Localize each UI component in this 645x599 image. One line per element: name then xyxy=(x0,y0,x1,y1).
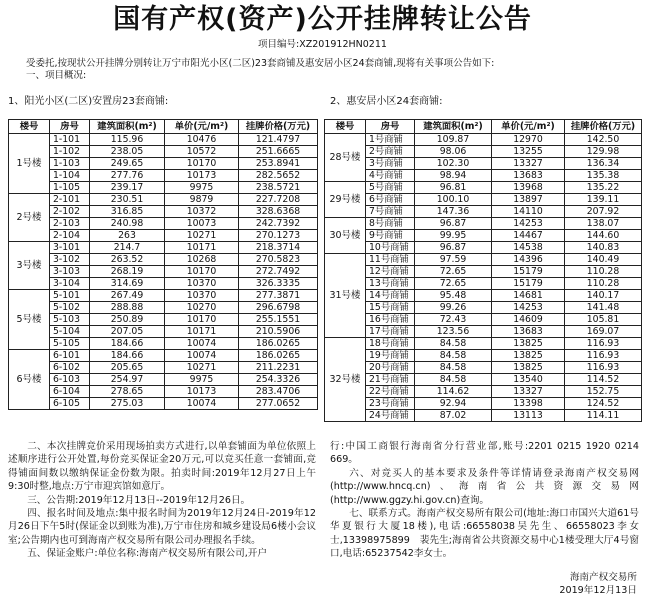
area-cell: 95.48 xyxy=(415,290,492,302)
unit-price-cell: 10074 xyxy=(165,398,239,410)
area-cell: 72.65 xyxy=(415,278,492,290)
area-cell: 230.51 xyxy=(90,194,165,206)
unit-price-cell: 10173 xyxy=(165,170,239,182)
table-row xyxy=(9,194,318,206)
area-cell: 109.87 xyxy=(415,134,492,146)
list-price-cell: 139.11 xyxy=(565,194,642,206)
area-cell: 84.58 xyxy=(415,350,492,362)
table-row xyxy=(9,386,318,398)
area-cell: 96.87 xyxy=(415,242,492,254)
unit-price-cell: 10572 xyxy=(165,146,239,158)
table-row xyxy=(325,146,642,158)
unit-price-cell: 13968 xyxy=(492,182,565,194)
list-price-cell: 277.3871 xyxy=(239,290,318,302)
unit-price-cell: 10271 xyxy=(165,230,239,242)
unit-price-cell: 12970 xyxy=(492,134,565,146)
unit-price-cell: 10271 xyxy=(165,362,239,374)
column-header: 房号 xyxy=(50,120,90,134)
list-price-cell: 144.60 xyxy=(565,230,642,242)
room-cell: 1-101 xyxy=(50,134,90,146)
table-row xyxy=(325,206,642,218)
table-row xyxy=(9,338,318,350)
column-header: 建筑面积(m²) xyxy=(415,120,492,134)
list-price-cell: 110.28 xyxy=(565,278,642,290)
area-cell: 263.52 xyxy=(90,254,165,266)
unit-price-cell: 13255 xyxy=(492,146,565,158)
table-row xyxy=(325,242,642,254)
intro-text: 受委托,按现状公开挂牌分别转让万宁市阳光小区(二区)23套商铺及惠安居小区24套商铺,现将有关事项公告如下: xyxy=(26,58,495,69)
area-cell: 123.56 xyxy=(415,326,492,338)
table-row xyxy=(325,290,642,302)
room-cell: 23号商铺 xyxy=(366,398,415,410)
area-cell: 84.58 xyxy=(415,362,492,374)
unit-price-cell: 10170 xyxy=(165,314,239,326)
section-5: 五、保证金账户:单位名称:海南产权交易所有限公司,开户 xyxy=(27,548,267,560)
area-cell: 250.89 xyxy=(90,314,165,326)
room-cell: 1-105 xyxy=(50,182,90,194)
room-cell: 5-102 xyxy=(50,302,90,314)
list-price-cell: 242.7392 xyxy=(239,218,318,230)
table-header-row xyxy=(325,120,642,134)
unit-price-cell: 15179 xyxy=(492,266,565,278)
list-price-cell: 218.3714 xyxy=(239,242,318,254)
area-cell: 207.05 xyxy=(90,326,165,338)
unit-price-cell: 9975 xyxy=(165,182,239,194)
table-row xyxy=(9,302,318,314)
room-cell: 7号商铺 xyxy=(366,206,415,218)
unit-price-cell: 10171 xyxy=(165,326,239,338)
area-cell: 84.58 xyxy=(415,338,492,350)
list-price-cell: 116.93 xyxy=(565,338,642,350)
area-cell: 96.81 xyxy=(415,182,492,194)
room-cell: 6-103 xyxy=(50,374,90,386)
list-price-cell: 282.5652 xyxy=(239,170,318,182)
area-cell: 316.85 xyxy=(90,206,165,218)
table-row xyxy=(9,278,318,290)
table-row xyxy=(325,266,642,278)
list-price-cell: 254.3326 xyxy=(239,374,318,386)
list-price-cell: 142.50 xyxy=(565,134,642,146)
area-cell: 87.02 xyxy=(415,410,492,422)
room-cell: 10号商铺 xyxy=(366,242,415,254)
unit-price-cell: 13897 xyxy=(492,194,565,206)
list-price-cell: 207.92 xyxy=(565,206,642,218)
table-row xyxy=(9,134,318,146)
unit-price-cell: 13825 xyxy=(492,362,565,374)
room-cell: 5号商铺 xyxy=(366,182,415,194)
list-price-cell: 328.6368 xyxy=(239,206,318,218)
building-cell: 2号楼 xyxy=(9,194,50,242)
issue-date: 2019年12月13日 xyxy=(559,585,637,596)
unit-price-cell: 10170 xyxy=(165,158,239,170)
room-cell: 19号商铺 xyxy=(366,350,415,362)
list-price-cell: 140.49 xyxy=(565,254,642,266)
list-price-cell: 186.0265 xyxy=(239,338,318,350)
area-cell: 96.87 xyxy=(415,218,492,230)
column-header: 单价(元/m²) xyxy=(492,120,565,134)
room-cell: 2号商铺 xyxy=(366,146,415,158)
area-cell: 98.94 xyxy=(415,170,492,182)
table-row xyxy=(9,290,318,302)
area-cell: 314.69 xyxy=(90,278,165,290)
table-row xyxy=(9,266,318,278)
area-cell: 275.03 xyxy=(90,398,165,410)
list-price-cell: 296.6798 xyxy=(239,302,318,314)
room-cell: 5-101 xyxy=(50,290,90,302)
table-row xyxy=(325,158,642,170)
section-1-heading: 一、项目概况: xyxy=(26,70,87,81)
area-cell: 239.17 xyxy=(90,182,165,194)
table-row xyxy=(9,362,318,374)
list-price-cell: 186.0265 xyxy=(239,350,318,362)
column-header: 挂牌价格(万元) xyxy=(565,120,642,134)
room-cell: 2-102 xyxy=(50,206,90,218)
unit-price-cell: 15179 xyxy=(492,278,565,290)
room-cell: 12号商铺 xyxy=(366,266,415,278)
section-2: 二、本次挂牌竞价采用现场拍卖方式进行,以单套铺面为单位依照上述顺序进行公开处置,每份竞买保证金20万元,可以竞买任意一套铺面,竞得铺面间数以缴纳保证金份数为限。拍卖时间:2019年12月27日上午9:30时整,地点:万宁市迎宾馆如意厅。 xyxy=(8,441,316,493)
list-price-cell: 253.8941 xyxy=(239,158,318,170)
column-header: 楼号 xyxy=(325,120,366,134)
area-cell: 115.96 xyxy=(90,134,165,146)
area-cell: 214.7 xyxy=(90,242,165,254)
table-row xyxy=(9,170,318,182)
room-cell: 1号商铺 xyxy=(366,134,415,146)
area-cell: 240.98 xyxy=(90,218,165,230)
section-5-bank-text: 行:中国工商银行海南省分行营业部,账号:2201 0215 1920 0214 669。 xyxy=(330,441,639,466)
area-cell: 84.58 xyxy=(415,374,492,386)
list-price-cell: 140.17 xyxy=(565,290,642,302)
list-price-cell: 210.5906 xyxy=(239,326,318,338)
list-price-cell: 140.83 xyxy=(565,242,642,254)
building-cell: 1号楼 xyxy=(9,134,50,194)
unit-price-cell: 10268 xyxy=(165,254,239,266)
unit-price-cell: 13683 xyxy=(492,326,565,338)
list-price-cell: 255.1551 xyxy=(239,314,318,326)
list-price-cell: 136.34 xyxy=(565,158,642,170)
room-cell: 16号商铺 xyxy=(366,314,415,326)
table-row xyxy=(9,326,318,338)
unit-price-cell: 14538 xyxy=(492,242,565,254)
column-header: 楼号 xyxy=(9,120,50,134)
table-row xyxy=(9,158,318,170)
room-cell: 9号商铺 xyxy=(366,230,415,242)
room-cell: 11号商铺 xyxy=(366,254,415,266)
unit-price-cell: 13825 xyxy=(492,338,565,350)
room-cell: 1-102 xyxy=(50,146,90,158)
table-row xyxy=(9,218,318,230)
table-row xyxy=(325,374,642,386)
room-cell: 17号商铺 xyxy=(366,326,415,338)
list-price-cell: 110.28 xyxy=(565,266,642,278)
area-cell: 238.05 xyxy=(90,146,165,158)
list-price-cell: 135.38 xyxy=(565,170,642,182)
room-cell: 4号商铺 xyxy=(366,170,415,182)
page-title: 国有产权(资产)公开挂牌转让公告 xyxy=(113,4,532,35)
room-cell: 1-103 xyxy=(50,158,90,170)
room-cell: 13号商铺 xyxy=(366,278,415,290)
room-cell: 3-102 xyxy=(50,254,90,266)
unit-price-cell: 14681 xyxy=(492,290,565,302)
body-right xyxy=(330,440,639,561)
list-price-cell: 124.52 xyxy=(565,398,642,410)
area-cell: 267.49 xyxy=(90,290,165,302)
table-row xyxy=(9,374,318,386)
list-price-cell: 283.4706 xyxy=(239,386,318,398)
unit-price-cell: 10171 xyxy=(165,242,239,254)
room-cell: 3号商铺 xyxy=(366,158,415,170)
building-cell: 32号楼 xyxy=(325,338,366,422)
area-cell: 92.94 xyxy=(415,398,492,410)
room-cell: 15号商铺 xyxy=(366,302,415,314)
unit-price-cell: 9975 xyxy=(165,374,239,386)
list-price-cell: 138.07 xyxy=(565,218,642,230)
unit-price-cell: 13683 xyxy=(492,170,565,182)
room-cell: 14号商铺 xyxy=(366,290,415,302)
list-price-cell: 326.3335 xyxy=(239,278,318,290)
area-cell: 99.26 xyxy=(415,302,492,314)
room-cell: 6-101 xyxy=(50,350,90,362)
unit-price-cell: 10476 xyxy=(165,134,239,146)
list-price-cell: 152.75 xyxy=(565,386,642,398)
column-header: 建筑面积(m²) xyxy=(90,120,165,134)
area-cell: 254.97 xyxy=(90,374,165,386)
list-price-cell: 277.0652 xyxy=(239,398,318,410)
room-cell: 6-104 xyxy=(50,386,90,398)
building-cell: 30号楼 xyxy=(325,218,366,254)
list-price-cell: 270.1273 xyxy=(239,230,318,242)
unit-price-cell: 10073 xyxy=(165,218,239,230)
unit-price-cell: 13327 xyxy=(492,158,565,170)
list-price-cell: 169.07 xyxy=(565,326,642,338)
unit-price-cell: 13825 xyxy=(492,350,565,362)
room-cell: 20号商铺 xyxy=(366,362,415,374)
table-row xyxy=(9,146,318,158)
room-cell: 2-103 xyxy=(50,218,90,230)
room-cell: 18号商铺 xyxy=(366,338,415,350)
room-cell: 5-104 xyxy=(50,326,90,338)
area-cell: 184.66 xyxy=(90,338,165,350)
room-cell: 2-101 xyxy=(50,194,90,206)
area-cell: 72.65 xyxy=(415,266,492,278)
list-price-cell: 116.93 xyxy=(565,362,642,374)
list-price-cell: 116.93 xyxy=(565,350,642,362)
room-cell: 21号商铺 xyxy=(366,374,415,386)
table-row xyxy=(9,350,318,362)
list-price-cell: 238.5721 xyxy=(239,182,318,194)
list-price-cell: 114.11 xyxy=(565,410,642,422)
room-cell: 3-101 xyxy=(50,242,90,254)
unit-price-cell: 10173 xyxy=(165,386,239,398)
table-row xyxy=(325,362,642,374)
table-row xyxy=(9,242,318,254)
list-price-cell: 121.4797 xyxy=(239,134,318,146)
unit-price-cell: 10370 xyxy=(165,278,239,290)
area-cell: 278.65 xyxy=(90,386,165,398)
unit-price-cell: 10370 xyxy=(165,290,239,302)
table-row xyxy=(325,350,642,362)
table-row xyxy=(325,182,642,194)
area-cell: 100.10 xyxy=(415,194,492,206)
unit-price-cell: 10270 xyxy=(165,302,239,314)
body-left xyxy=(8,440,316,561)
column-header: 挂牌价格(万元) xyxy=(239,120,318,134)
unit-price-cell: 14110 xyxy=(492,206,565,218)
list-price-cell: 211.2231 xyxy=(239,362,318,374)
room-cell: 6-105 xyxy=(50,398,90,410)
table-row xyxy=(325,326,642,338)
table-row xyxy=(325,194,642,206)
section-6: 六、对竞买人的基本要求及条件等详情请登录海南产权交易网(http://www.hncq.cn)、海南省公共资源交易网(http://www.ggzy.hi.gov.cn)查询。 xyxy=(330,467,639,506)
room-cell: 6-102 xyxy=(50,362,90,374)
list-price-cell: 114.52 xyxy=(565,374,642,386)
list-price-cell: 251.6665 xyxy=(239,146,318,158)
project-number: 项目编号:XZ201912HN0211 xyxy=(258,39,387,50)
unit-price-cell: 10074 xyxy=(165,338,239,350)
room-cell: 3-104 xyxy=(50,278,90,290)
area-cell: 72.43 xyxy=(415,314,492,326)
column-header: 房号 xyxy=(366,120,415,134)
area-cell: 249.65 xyxy=(90,158,165,170)
unit-price-cell: 14467 xyxy=(492,230,565,242)
table-row xyxy=(9,182,318,194)
room-cell: 2-104 xyxy=(50,230,90,242)
room-cell: 8号商铺 xyxy=(366,218,415,230)
room-cell: 24号商铺 xyxy=(366,410,415,422)
table-row xyxy=(325,398,642,410)
unit-price-cell: 14253 xyxy=(492,218,565,230)
table2-caption: 2、惠安居小区24套商铺: xyxy=(330,96,443,107)
building-cell: 31号楼 xyxy=(325,254,366,338)
area-cell: 205.65 xyxy=(90,362,165,374)
unit-price-cell: 9879 xyxy=(165,194,239,206)
area-cell: 268.19 xyxy=(90,266,165,278)
room-cell: 6号商铺 xyxy=(366,194,415,206)
area-cell: 97.59 xyxy=(415,254,492,266)
column-header: 单价(元/m²) xyxy=(165,120,239,134)
table-row xyxy=(325,134,642,146)
table-row xyxy=(325,338,642,350)
table-row xyxy=(325,230,642,242)
list-price-cell: 135.22 xyxy=(565,182,642,194)
section-7: 七、联系方式。海南产权交易所有限公司(地址:海口市国兴大道61号华夏银行大厦18楼),电话:66558038吴先生、66558023李女士,13398975899 裴先生;海南省公共资源交易中心1楼受理大厅4号窗口,电话:65237542李女士。 xyxy=(330,508,639,560)
area-cell: 277.76 xyxy=(90,170,165,182)
building-cell: 28号楼 xyxy=(325,134,366,182)
table-row xyxy=(325,254,642,266)
list-price-cell: 272.7492 xyxy=(239,266,318,278)
room-cell: 5-105 xyxy=(50,338,90,350)
unit-price-cell: 14609 xyxy=(492,314,565,326)
area-cell: 288.88 xyxy=(90,302,165,314)
room-cell: 22号商铺 xyxy=(366,386,415,398)
area-cell: 263 xyxy=(90,230,165,242)
section-5-continued xyxy=(330,440,639,467)
unit-price-cell: 13540 xyxy=(492,374,565,386)
room-cell: 1-104 xyxy=(50,170,90,182)
area-cell: 99.95 xyxy=(415,230,492,242)
building-cell: 3号楼 xyxy=(9,242,50,290)
table-row xyxy=(325,218,642,230)
unit-price-cell: 10170 xyxy=(165,266,239,278)
room-cell: 3-103 xyxy=(50,266,90,278)
area-cell: 147.36 xyxy=(415,206,492,218)
table-huianju xyxy=(324,119,642,422)
building-cell: 6号楼 xyxy=(9,350,50,410)
unit-price-cell: 14396 xyxy=(492,254,565,266)
building-cell: 29号楼 xyxy=(325,182,366,218)
section-3: 三、公告期:2019年12月13日--2019年12月26日。 xyxy=(27,494,251,506)
table1-caption: 1、阳光小区(二区)安置房23套商铺: xyxy=(8,96,169,107)
table-row xyxy=(9,398,318,410)
area-cell: 184.66 xyxy=(90,350,165,362)
unit-price-cell: 13327 xyxy=(492,386,565,398)
unit-price-cell: 13113 xyxy=(492,410,565,422)
area-cell: 98.06 xyxy=(415,146,492,158)
room-cell: 5-103 xyxy=(50,314,90,326)
list-price-cell: 227.7208 xyxy=(239,194,318,206)
area-cell: 102.30 xyxy=(415,158,492,170)
list-price-cell: 270.5823 xyxy=(239,254,318,266)
list-price-cell: 105.81 xyxy=(565,314,642,326)
table-row xyxy=(9,314,318,326)
issuer-name: 海南产权交易所 xyxy=(569,572,637,583)
unit-price-cell: 10372 xyxy=(165,206,239,218)
section-4: 四、报名时间及地点:集中报名时间为2019年12月24日-2019年12月26日下午5时(保证金以到账为准),万宁市住房和城乡建设局6楼小会议室;公告期内也可到海南产权交易所有限公司办理报名手续。 xyxy=(8,508,316,546)
list-price-cell: 141.48 xyxy=(565,302,642,314)
table-row xyxy=(325,410,642,422)
unit-price-cell: 14253 xyxy=(492,302,565,314)
table-yangguang xyxy=(8,119,318,410)
table-row xyxy=(325,314,642,326)
list-price-cell: 129.98 xyxy=(565,146,642,158)
table-row xyxy=(9,230,318,242)
table-row xyxy=(325,302,642,314)
unit-price-cell: 10074 xyxy=(165,350,239,362)
table-row xyxy=(9,206,318,218)
table-header-row xyxy=(9,120,318,134)
table-row xyxy=(325,278,642,290)
area-cell: 114.62 xyxy=(415,386,492,398)
unit-price-cell: 13398 xyxy=(492,398,565,410)
building-cell: 5号楼 xyxy=(9,290,50,350)
table-row xyxy=(325,386,642,398)
table-row xyxy=(325,170,642,182)
table-row xyxy=(9,254,318,266)
